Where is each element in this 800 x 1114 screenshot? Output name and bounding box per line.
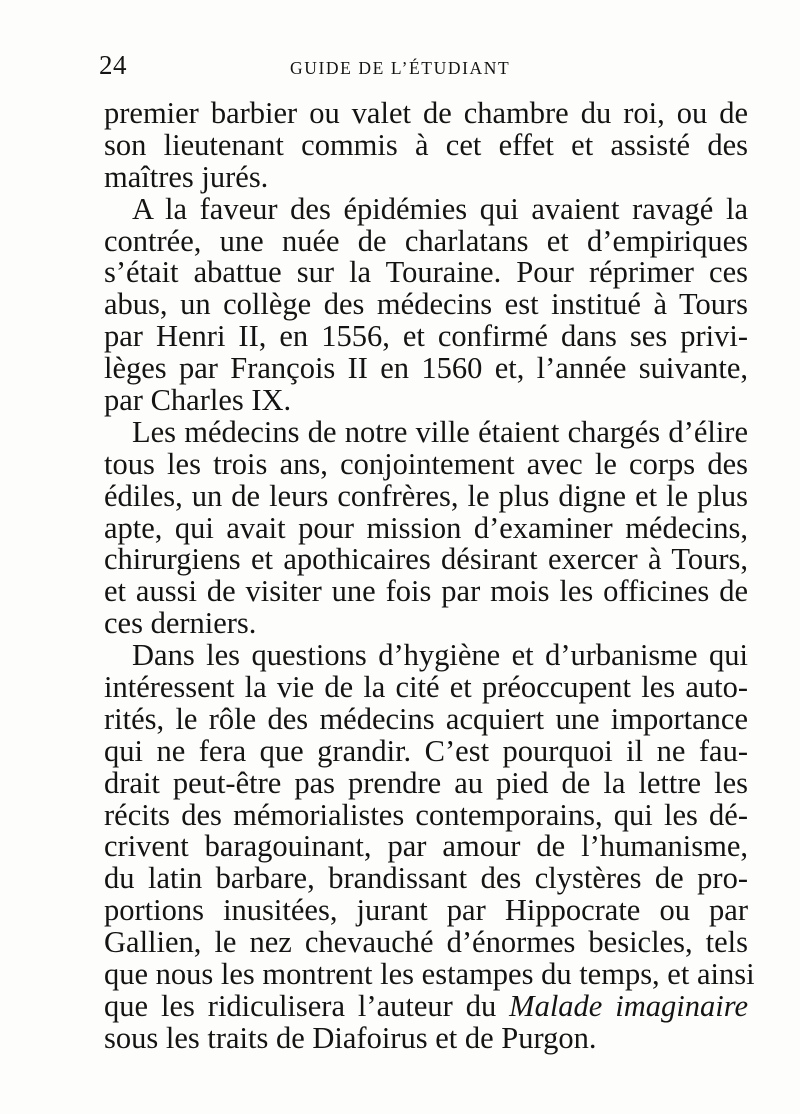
text-line-with-title bbox=[104, 988, 749, 1023]
text-line: A la faveur des épidémies qui avaient ravagé la bbox=[132, 191, 748, 226]
text-line: par Henri II, en 1556, et confirmé dans ses privi- bbox=[104, 319, 748, 354]
text-line: abus, un collège des médecins est institué à Tours bbox=[104, 287, 748, 322]
text-line: s’était abattue sur la Touraine. Pour réprimer ces bbox=[104, 255, 748, 290]
text-line: drait peut-être pas prendre au pied de la lettre les bbox=[104, 765, 748, 800]
text-line: premier barbier ou valet de chambre du roi, ou de bbox=[104, 96, 748, 130]
book-title: Malade imaginaire bbox=[509, 988, 749, 1023]
text-line: tous les trois ans, conjointement avec le corps des bbox=[104, 446, 748, 481]
text-line: par Charles IX. bbox=[104, 383, 292, 418]
text-line: crivent baragouinant, par amour de l’humanisme, bbox=[104, 829, 748, 864]
text-line: rités, le rôle des médecins acquiert une importance bbox=[104, 701, 748, 736]
text-line: lèges par François II en 1560 et, l’année suivante, bbox=[104, 351, 748, 386]
page-number: 24 bbox=[99, 50, 127, 80]
text-line: son lieutenant commis à cet effet et assisté des bbox=[104, 127, 748, 162]
text-line: du latin barbare, brandissant des clystères de pro- bbox=[104, 861, 748, 896]
text-line: contrée, une nuée de charlatans et d’empiriques bbox=[104, 223, 748, 258]
text-line: chirurgiens et apothicaires désirant exercer à Tours, bbox=[104, 542, 748, 577]
body-text bbox=[104, 96, 755, 1055]
text-line: maîtres jurés. bbox=[104, 159, 269, 194]
running-title: GUIDE DE L’ÉTUDIANT bbox=[290, 58, 511, 78]
text-line: sous les traits de Diafoirus et de Purgon. bbox=[104, 1020, 597, 1055]
text-line: ces derniers. bbox=[104, 606, 257, 641]
text-fragment: que les ridiculisera l’auteur du bbox=[104, 988, 497, 1023]
text-line: portions inusitées, jurant par Hippocrate ou par bbox=[104, 893, 748, 928]
text-line: et aussi de visiter une fois par mois les officines de bbox=[104, 574, 748, 609]
text-line: Dans les questions d’hygiène et d’urbanisme qui bbox=[132, 638, 748, 673]
text-line: que nous les montrent les estampes du temps, et ainsi bbox=[104, 957, 755, 992]
text-line: apte, qui avait pour mission d’examiner médecins, bbox=[104, 510, 748, 545]
text-line: Gallien, le nez chevauché d’énormes besicles, tels bbox=[104, 925, 748, 960]
text-line: intéressent la vie de la cité et préoccupent les auto- bbox=[104, 670, 748, 705]
text-line: Les médecins de notre ville étaient chargés d’élire bbox=[132, 414, 748, 449]
text-line: édiles, un de leurs confrères, le plus digne et le plus bbox=[104, 478, 748, 513]
text-line: récits des mémorialistes contemporains, qui les dé- bbox=[104, 797, 748, 832]
text-line: qui ne fera que grandir. C’est pourquoi il ne fau- bbox=[104, 733, 748, 768]
